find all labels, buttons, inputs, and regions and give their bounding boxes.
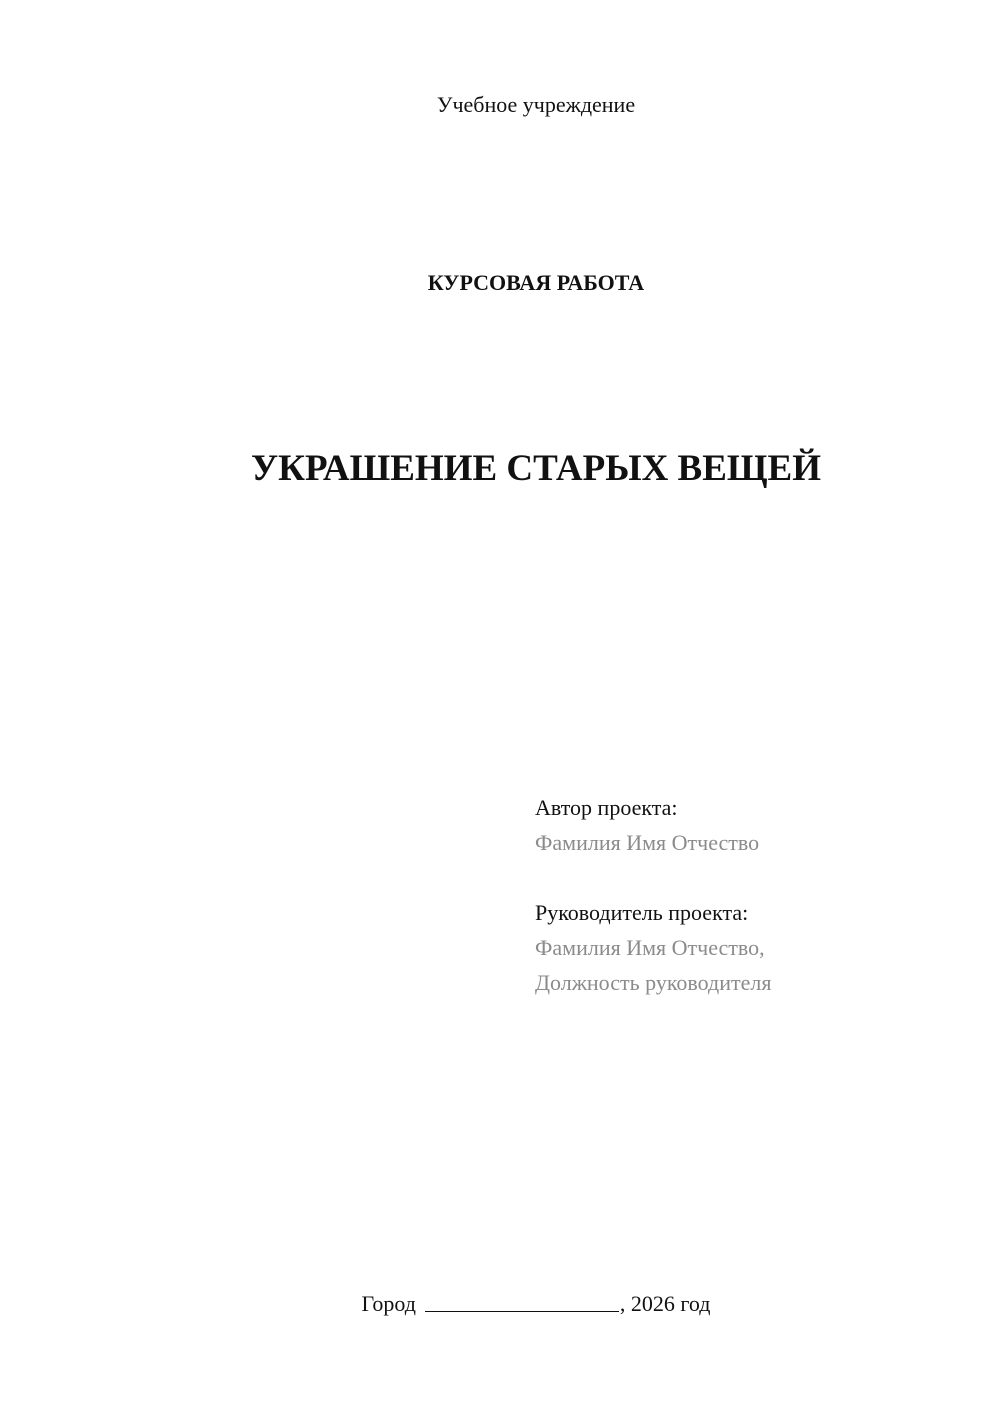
supervisor-position: Должность руководителя [535, 970, 772, 995]
work-type: КУРСОВАЯ РАБОТА [427, 270, 645, 295]
city-label: Город [361, 1291, 416, 1316]
year-text: , 2026 год [619, 1291, 711, 1316]
meta-gap [535, 860, 771, 895]
supervisor-name: Фамилия Имя Отчество, [535, 935, 765, 960]
author-label: Автор проекта: [535, 795, 678, 820]
institution-name: Учебное учреждение [436, 92, 636, 117]
city-year-line [36, 1291, 1000, 1317]
supervisor-label: Руководитель проекта: [535, 900, 749, 925]
city-blank-line [425, 1295, 619, 1312]
document-title: УКРАШЕНИЕ СТАРЫХ ВЕЩЕЙ [251, 448, 821, 489]
project-meta [535, 790, 771, 1000]
author-name: Фамилия Имя Отчество [535, 830, 760, 855]
